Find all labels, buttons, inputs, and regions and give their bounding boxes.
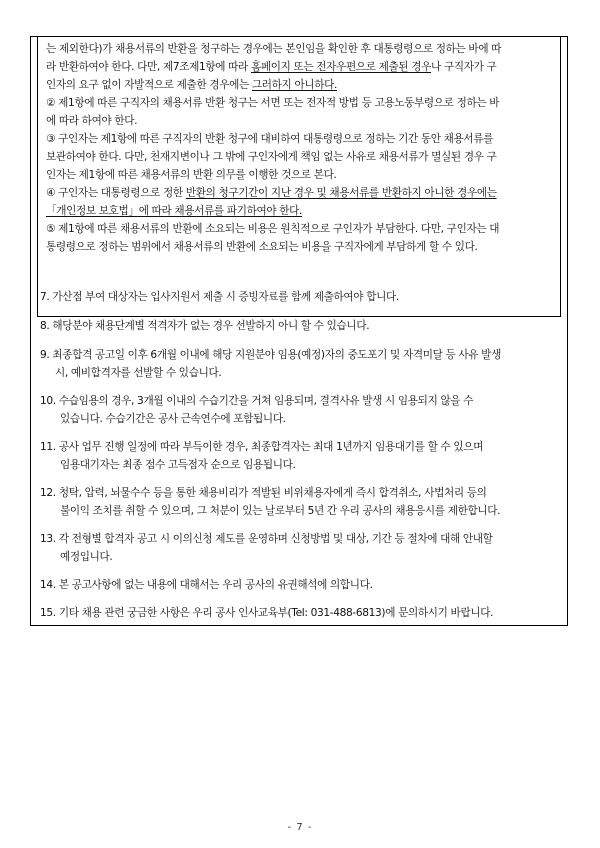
item-9-line-2: 시, 예비합격자를 선발할 수 있습니다. bbox=[55, 367, 222, 379]
item-13-line-1: 13. 각 전형별 합격자 공고 시 이의신청 제도를 운영하며 신청방법 및 대상, 기간 등 절차에 대해 안내할 bbox=[40, 533, 493, 545]
law-paragraph-1-line-1: 는 제외한다)가 채용서류의 반환을 청구하는 경우에는 본인임을 확인한 후 대통령령으로 정하는 바에 따 bbox=[46, 43, 502, 55]
item-11-line-1: 11. 공사 업무 진행 일정에 따라 부득이한 경우, 최종합격자는 최대 1년까지 임용대기를 할 수 있으며 bbox=[40, 441, 484, 453]
item-14: 14. 본 공고사항에 없는 내용에 대해서는 우리 공사의 유권해석에 의합니다. bbox=[40, 579, 373, 591]
law-paragraph-4-line-1: ④ 구인자는 대통령령으로 정한 반환의 청구기간이 지난 경우 및 채용서류를 반환하지 아니한 경우에는 bbox=[46, 187, 497, 199]
item-10-line-1: 10. 수습임용의 경우, 3개월 이내의 수습기간을 거쳐 임용되며, 결격사유 발생 시 임용되지 않을 수 bbox=[40, 395, 474, 407]
law-paragraph-1-line-3: 인자의 요구 없이 자발적으로 제출한 경우에는 그러하지 아니하다. bbox=[46, 79, 338, 91]
law-paragraph-5-line-1: ⑤ 제1항에 따른 채용서류의 반환에 소요되는 비용은 원칙적으로 구인자가 부담한다. 다만, 구인자는 대 bbox=[46, 223, 500, 235]
law-paragraph-2-line-2: 에 따라 하여야 한다. bbox=[46, 115, 138, 127]
law-paragraph-1-line-2: 라 반환하여야 한다. 다만, 제7조제1항에 따라 홈페이지 또는 전자우편으로 제출된 경우나 구직자가 구 bbox=[46, 61, 497, 73]
law-paragraph-2-line-1: ② 제1항에 따른 구직자의 채용서류 반환 청구는 서면 또는 전자적 방법 등 고용노동부령으로 정하는 바 bbox=[46, 97, 500, 109]
page-number: - 7 - bbox=[287, 822, 313, 833]
item-9-line-1: 9. 최종합격 공고일 이후 6개월 이내에 해당 지원분야 임용(예정)자의 중도포기 및 자격미달 등 사유 발생 bbox=[40, 349, 501, 361]
item-11-line-2: 임용대기자는 최종 점수 고득점자 순으로 임용됩니다. bbox=[60, 459, 296, 471]
underlined-phrase: 그러하지 아니하다. bbox=[251, 79, 338, 91]
item-8: 8. 해당분야 채용단계별 적격자가 없는 경우 선발하지 아니 할 수 있습니다. bbox=[40, 320, 370, 332]
law-paragraph-5-line-2: 통령령으로 정하는 범위에서 채용서류의 반환에 소요되는 비용을 구직자에게 부담하게 할 수 있다. bbox=[46, 241, 478, 253]
underlined-phrase: 반환의 청구기간이 지난 경우 및 채용서류를 반환하지 아니한 경우에는 bbox=[185, 187, 497, 199]
law-paragraph-3-line-1: ③ 구인자는 제1항에 따른 구직자의 반환 청구에 대비하여 대통령령으로 정하는 기간 동안 채용서류를 bbox=[46, 133, 494, 145]
law-excerpt-box bbox=[37, 37, 561, 317]
underlined-phrase: 홈페이지 또는 전자우편으로 제출된 경우 bbox=[250, 61, 432, 73]
item-7: 7. 가산점 부여 대상자는 입사지원서 제출 시 증빙자료를 함께 제출하여야 합니다. bbox=[40, 291, 399, 303]
item-12-line-1: 12. 청탁, 압력, 뇌물수수 등을 통한 채용비리가 적발된 비위채용자에게 즉시 합격취소, 사법처리 등의 bbox=[40, 487, 487, 499]
notice-frame bbox=[30, 36, 568, 626]
law-paragraph-3-line-2: 보관하여야 한다. 다만, 천재지변이나 그 밖에 구인자에게 책임 없는 사유로 채용서류가 멸실된 경우 구 bbox=[46, 151, 497, 163]
item-13-line-2: 예정입니다. bbox=[60, 551, 113, 563]
item-12-line-2: 불이익 조치를 취할 수 있으며, 그 처분이 있는 날로부터 5년 간 우리 공사의 채용응시를 제한합니다. bbox=[60, 505, 501, 517]
item-10-line-2: 있습니다. 수습기간은 공사 근속연수에 포함됩니다. bbox=[60, 413, 286, 425]
law-paragraph-4-line-2: 「개인정보 보호법」에 따라 채용서류를 파기하여야 한다. bbox=[46, 205, 303, 217]
law-paragraph-3-line-3: 인자는 제1항에 따른 채용서류의 반환 의무를 이행한 것으로 본다. bbox=[46, 169, 337, 181]
item-15: 15. 기타 채용 관련 궁금한 사항은 우리 공사 인사교육부(Tel: 031-488-6813)에 문의하시기 바랍니다. bbox=[40, 607, 494, 619]
